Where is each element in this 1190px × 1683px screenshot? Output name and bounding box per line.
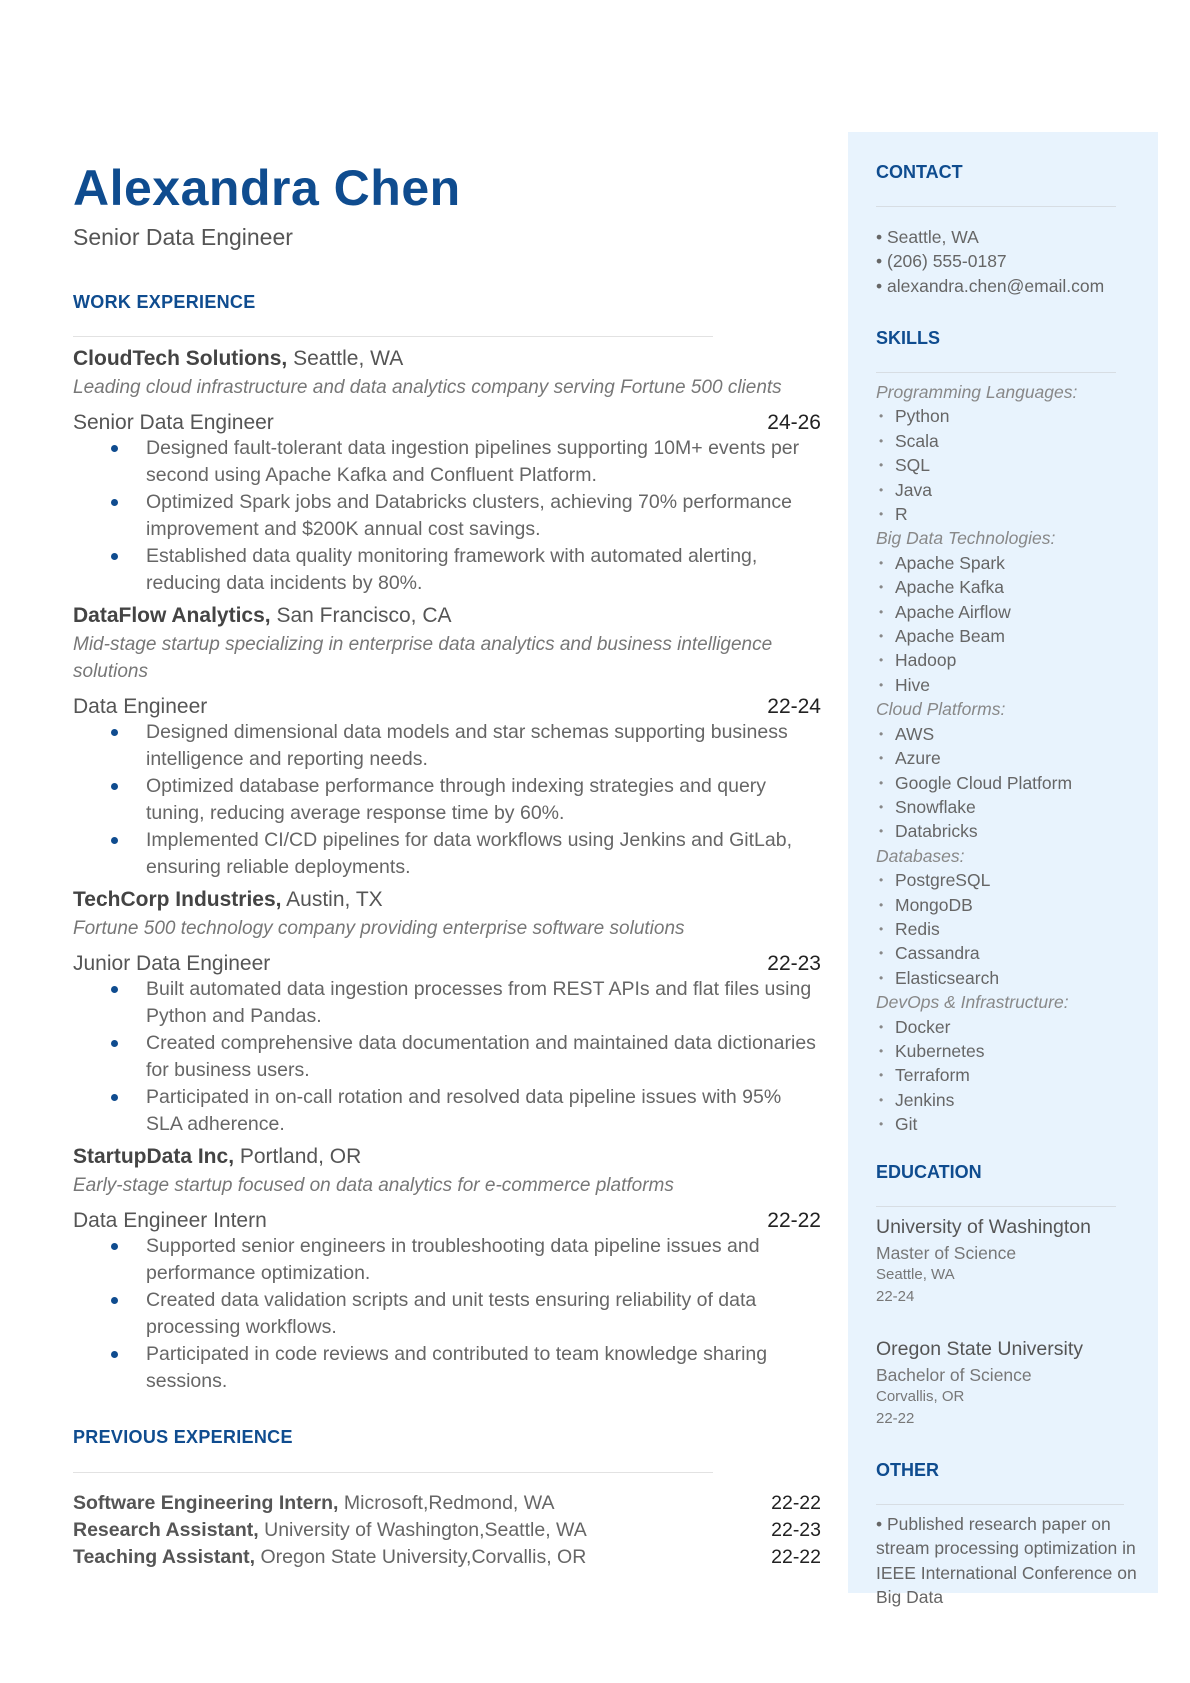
job-company-line [73,604,821,628]
previous-experience-heading: PREVIOUS EXPERIENCE [73,1427,293,1447]
job-company: TechCorp Industries, [73,888,282,911]
job-description: Early-stage startup focused on data analytics for e-commerce platforms [73,1175,674,1196]
previous-org: Oregon State University,Corvallis, OR [255,1546,587,1568]
bullet-dot-icon [111,553,118,560]
section-divider [73,1472,713,1473]
skill-item: • Google Cloud Platform [876,771,1138,795]
bullet-dot-icon [111,1243,118,1250]
skill-category: Programming Languages: [876,382,1078,402]
skill-item: • Jenkins [876,1088,1138,1112]
skill-item: • Git [876,1112,1138,1136]
job-entry [73,347,821,597]
job-role-row [73,411,821,435]
job-company: StartupData Inc, [73,1145,235,1168]
job-bullet: Implemented CI/CD pipelines for data workflows using Jenkins and GitLab, ensuring reliable deployments. [73,827,821,881]
previous-experience-item [73,1517,821,1544]
job-entry [73,1145,821,1395]
section-divider [73,336,713,337]
job-bullet: Created comprehensive data documentation and maintained data dictionaries for business users. [73,1030,821,1084]
skill-item: • Redis [876,917,1138,941]
previous-role: Teaching Assistant, [73,1546,256,1568]
bullet-dot-icon [111,445,118,452]
skill-item: • Scala [876,429,1138,453]
contact-phone: • (206) 555-0187 [876,251,1007,272]
education-date: 22-22 [876,1410,915,1427]
job-company-line [73,347,821,371]
job-bullet: Participated in code reviews and contributed to team knowledge sharing sessions. [73,1341,821,1395]
education-date: 22-24 [876,1288,915,1305]
previous-experience-item [73,1490,821,1517]
other-heading: OTHER [876,1460,939,1480]
education-degree: Master of Science [876,1243,1017,1263]
job-role-row [73,952,821,976]
job-bullet: Participated in on-call rotation and resolved data pipeline issues with 95% SLA adherence. [73,1084,821,1138]
bullet-dot-icon [111,1351,118,1358]
job-description: Mid-stage startup specializing in enterprise data analytics and business intelligence solutions [73,634,773,682]
bullet-dot-icon [111,1094,118,1101]
job-bullets [73,1233,821,1395]
bullet-dot-icon [111,1040,118,1047]
skill-category: DevOps & Infrastructure: [876,992,1069,1013]
section-divider [876,1206,1116,1207]
previous-role: Research Assistant, [73,1519,259,1541]
skill-item: • Python [876,404,1138,428]
job-company-line [73,888,821,912]
job-description: Fortune 500 technology company providing enterprise software solutions [73,918,685,939]
job-bullet: Built automated data ingestion processes from REST APIs and flat files using Python and Pandas. [73,976,821,1030]
bullet-dot-icon [111,986,118,993]
previous-experience-list [73,1490,821,1571]
job-company: DataFlow Analytics, [73,604,271,627]
skill-category: Big Data Technologies: [876,528,1056,549]
skill-item: • Apache Beam [876,624,1138,648]
bullet-dot-icon [111,783,118,790]
job-role: Senior Data Engineer [73,411,274,434]
skill-item: • Apache Kafka [876,575,1138,599]
education-school: Oregon State University [876,1338,1084,1360]
job-bullets [73,976,821,1138]
skill-item: • Apache Spark [876,551,1138,575]
education-school: University of Washington [876,1216,1091,1238]
skill-item: • Apache Airflow [876,600,1138,624]
skill-item: • SQL [876,453,1138,477]
job-date: 22-22 [767,1209,821,1232]
skill-item: • Terraform [876,1063,1138,1087]
candidate-title: Senior Data Engineer [73,224,293,250]
candidate-name: Alexandra Chen [73,160,461,216]
job-location: Seattle, WA [287,347,404,370]
section-divider [876,1504,1124,1505]
education-heading: EDUCATION [876,1162,982,1182]
skill-item: • R [876,502,1138,526]
contact-email: • alexandra.chen@email.com [876,275,1105,296]
previous-org: University of Washington,Seattle, WA [258,1519,587,1541]
skills-list [876,380,1138,1137]
job-bullet: Optimized database performance through indexing strategies and query tuning, reducing average response time by 60%. [73,773,821,827]
job-bullet: Supported senior engineers in troubleshooting data pipeline issues and performance optimization. [73,1233,821,1287]
job-bullet: Established data quality monitoring framework with automated alerting, reducing data incidents by 80%. [73,543,821,597]
bullet-dot-icon [111,1297,118,1304]
other-item: • Published research paper on stream processing optimization in IEEE International Conference on Big Data [876,1514,1137,1608]
education-location: Seattle, WA [876,1266,955,1283]
job-role: Junior Data Engineer [73,952,271,975]
skill-item: • Elasticsearch [876,966,1138,990]
bullet-dot-icon [111,729,118,736]
skill-item: • Snowflake [876,795,1138,819]
job-bullets [73,719,821,881]
contact-location: • Seattle, WA [876,227,979,247]
job-location: Austin, TX [281,888,383,911]
job-entry [73,604,821,881]
job-date: 22-23 [767,952,821,975]
job-role-row [73,695,821,719]
job-entry [73,888,821,1138]
job-company-line [73,1145,821,1169]
education-location: Corvallis, OR [876,1388,965,1405]
education-degree: Bachelor of Science [876,1365,1032,1385]
job-location: San Francisco, CA [270,604,452,627]
contact-list [876,225,1104,298]
previous-org: Microsoft,Redmond, WA [338,1492,555,1514]
education-entry [876,1216,1138,1308]
previous-date: 22-22 [771,1492,821,1514]
skill-item: • PostgreSQL [876,868,1138,892]
skill-item: • Kubernetes [876,1039,1138,1063]
job-bullet: Designed dimensional data models and star schemas supporting business intelligence and reporting needs. [73,719,821,773]
skill-item: • MongoDB [876,893,1138,917]
contact-heading: CONTACT [876,162,963,182]
previous-date: 22-23 [771,1519,821,1541]
job-role-row [73,1209,821,1233]
skill-category: Cloud Platforms: [876,699,1006,720]
skill-item: • AWS [876,722,1138,746]
section-divider [876,372,1116,373]
job-role: Data Engineer Intern [73,1209,267,1232]
job-date: 22-24 [767,695,821,718]
skill-item: • Azure [876,746,1138,770]
bullet-dot-icon [111,499,118,506]
job-role: Data Engineer [73,695,208,718]
job-bullet: Created data validation scripts and unit tests ensuring reliability of data processing workflows. [73,1287,821,1341]
job-location: Portland, OR [234,1145,362,1168]
education-entry [876,1338,1138,1430]
skill-item: • Docker [876,1015,1138,1039]
section-divider [876,206,1116,207]
job-bullet: Optimized Spark jobs and Databricks clusters, achieving 70% performance improvement and $200K annual cost savings. [73,489,821,543]
work-experience-heading: WORK EXPERIENCE [73,292,256,312]
job-bullet: Designed fault-tolerant data ingestion pipelines supporting 10M+ events per second using Apache Kafka and Confluent Platform. [73,435,821,489]
job-bullets [73,435,821,597]
bullet-dot-icon [111,837,118,844]
skill-item: • Cassandra [876,941,1138,965]
job-date: 24-26 [767,411,821,434]
job-company: CloudTech Solutions, [73,347,288,370]
previous-date: 22-22 [771,1546,821,1568]
previous-experience-item [73,1544,821,1571]
skill-item: • Java [876,478,1138,502]
skill-item: • Databricks [876,819,1138,843]
previous-role: Software Engineering Intern, [73,1492,339,1514]
job-description: Leading cloud infrastructure and data analytics company serving Fortune 500 clients [73,377,782,398]
skill-item: • Hive [876,673,1138,697]
skill-item: • Hadoop [876,648,1138,672]
skills-heading: SKILLS [876,328,941,348]
skill-category: Databases: [876,845,965,866]
